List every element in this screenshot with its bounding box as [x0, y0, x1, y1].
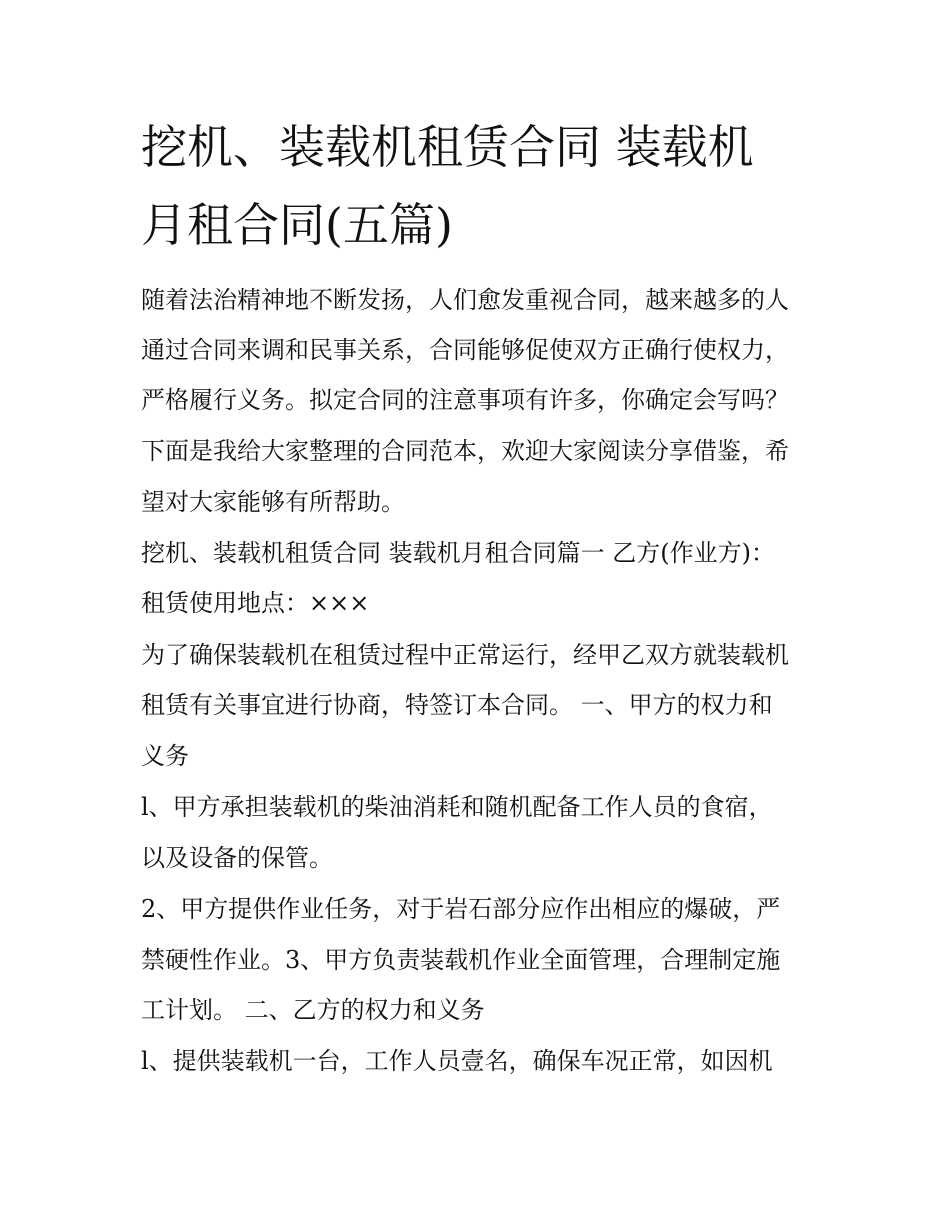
body-line: 望对大家能够有所帮助。: [141, 488, 405, 516]
body-line: 工计划。 二、乙方的权力和义务: [141, 996, 485, 1024]
body-line: 禁硬性作业。3、甲方负责装载机作业全面管理，合理制定施: [141, 946, 781, 974]
body-line: 2、甲方提供作业任务，对于岩石部分应作出相应的爆破，严: [141, 895, 781, 923]
section-heading-line: 挖机、装载机租赁合同 装载机月租合同篇一 乙方(作业方)：: [141, 539, 775, 567]
body-line: 以及设备的保管。: [141, 844, 333, 872]
body-line: 为了确保装载机在租赁过程中正常运行，经甲乙双方就装载机: [141, 641, 789, 669]
body-line: 严格履行义务。拟定合同的注意事项有许多，你确定会写吗？: [141, 386, 789, 414]
body-line: 随着法治精神地不断发扬，人们愈发重视合同，越来越多的人: [141, 286, 789, 314]
body-line: 通过合同来调和民事关系，合同能够促使双方正确行使权力，: [141, 336, 789, 364]
body-line: 义务: [141, 742, 189, 770]
body-line: l、提供装载机一台，工作人员壹名，确保车况正常，如因机: [141, 1047, 773, 1075]
document-title-line-1: 挖机、装载机租赁合同 装载机: [141, 120, 754, 174]
document-title-line-2: 月租合同(五篇): [141, 198, 453, 252]
body-line: 租赁有关事宜进行协商，特签订本合同。 一、甲方的权力和: [141, 691, 773, 719]
body-line: 下面是我给大家整理的合同范本，欢迎大家阅读分享借鉴，希: [141, 437, 789, 465]
body-line: 租赁使用地点：×××: [141, 589, 370, 617]
body-line: l、甲方承担装载机的柴油消耗和随机配备工作人员的食宿，: [141, 793, 773, 821]
